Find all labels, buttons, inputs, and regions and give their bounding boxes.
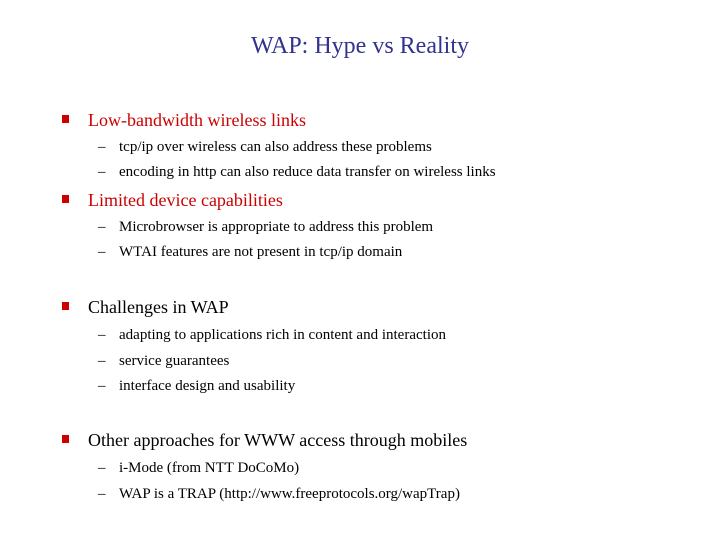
dash-bullet-icon: – (98, 378, 106, 394)
sub-bullet-text: WAP is a TRAP (http://www.freeprotocols.org/wapTrap) (119, 486, 460, 502)
slide-title: WAP: Hype vs Reality (251, 33, 469, 59)
bullet-text: Challenges in WAP (88, 297, 229, 317)
bullet-text: Limited device capabilities (88, 190, 283, 210)
square-bullet-icon (62, 115, 69, 123)
dash-bullet-icon: – (98, 353, 106, 369)
sub-bullet-text: service guarantees (119, 353, 230, 369)
sub-bullet-text: Microbrowser is appropriate to address this problem (119, 219, 434, 235)
sub-bullet-text: tcp/ip over wireless can also address these problems (119, 139, 432, 155)
square-bullet-icon (62, 195, 69, 203)
dash-bullet-icon: – (98, 219, 106, 235)
dash-bullet-icon: – (98, 486, 106, 502)
bullet-text: Other approaches for WWW access through mobiles (88, 430, 468, 450)
dash-bullet-icon: – (98, 164, 106, 180)
square-bullet-icon (62, 435, 69, 443)
dash-bullet-icon: – (98, 244, 106, 260)
dash-bullet-icon: – (98, 460, 106, 476)
dash-bullet-icon: – (98, 327, 106, 343)
dash-bullet-icon: – (98, 139, 106, 155)
sub-bullet-text: encoding in http can also reduce data transfer on wireless links (119, 164, 496, 180)
sub-bullet-text: WTAI features are not present in tcp/ip domain (119, 244, 403, 260)
bullet-text: Low-bandwidth wireless links (88, 110, 306, 130)
sub-bullet-text: adapting to applications rich in content and interaction (119, 327, 446, 343)
sub-bullet-text: interface design and usability (119, 378, 296, 394)
square-bullet-icon (62, 302, 69, 310)
sub-bullet-text: i-Mode (from NTT DoCoMo) (119, 460, 300, 476)
